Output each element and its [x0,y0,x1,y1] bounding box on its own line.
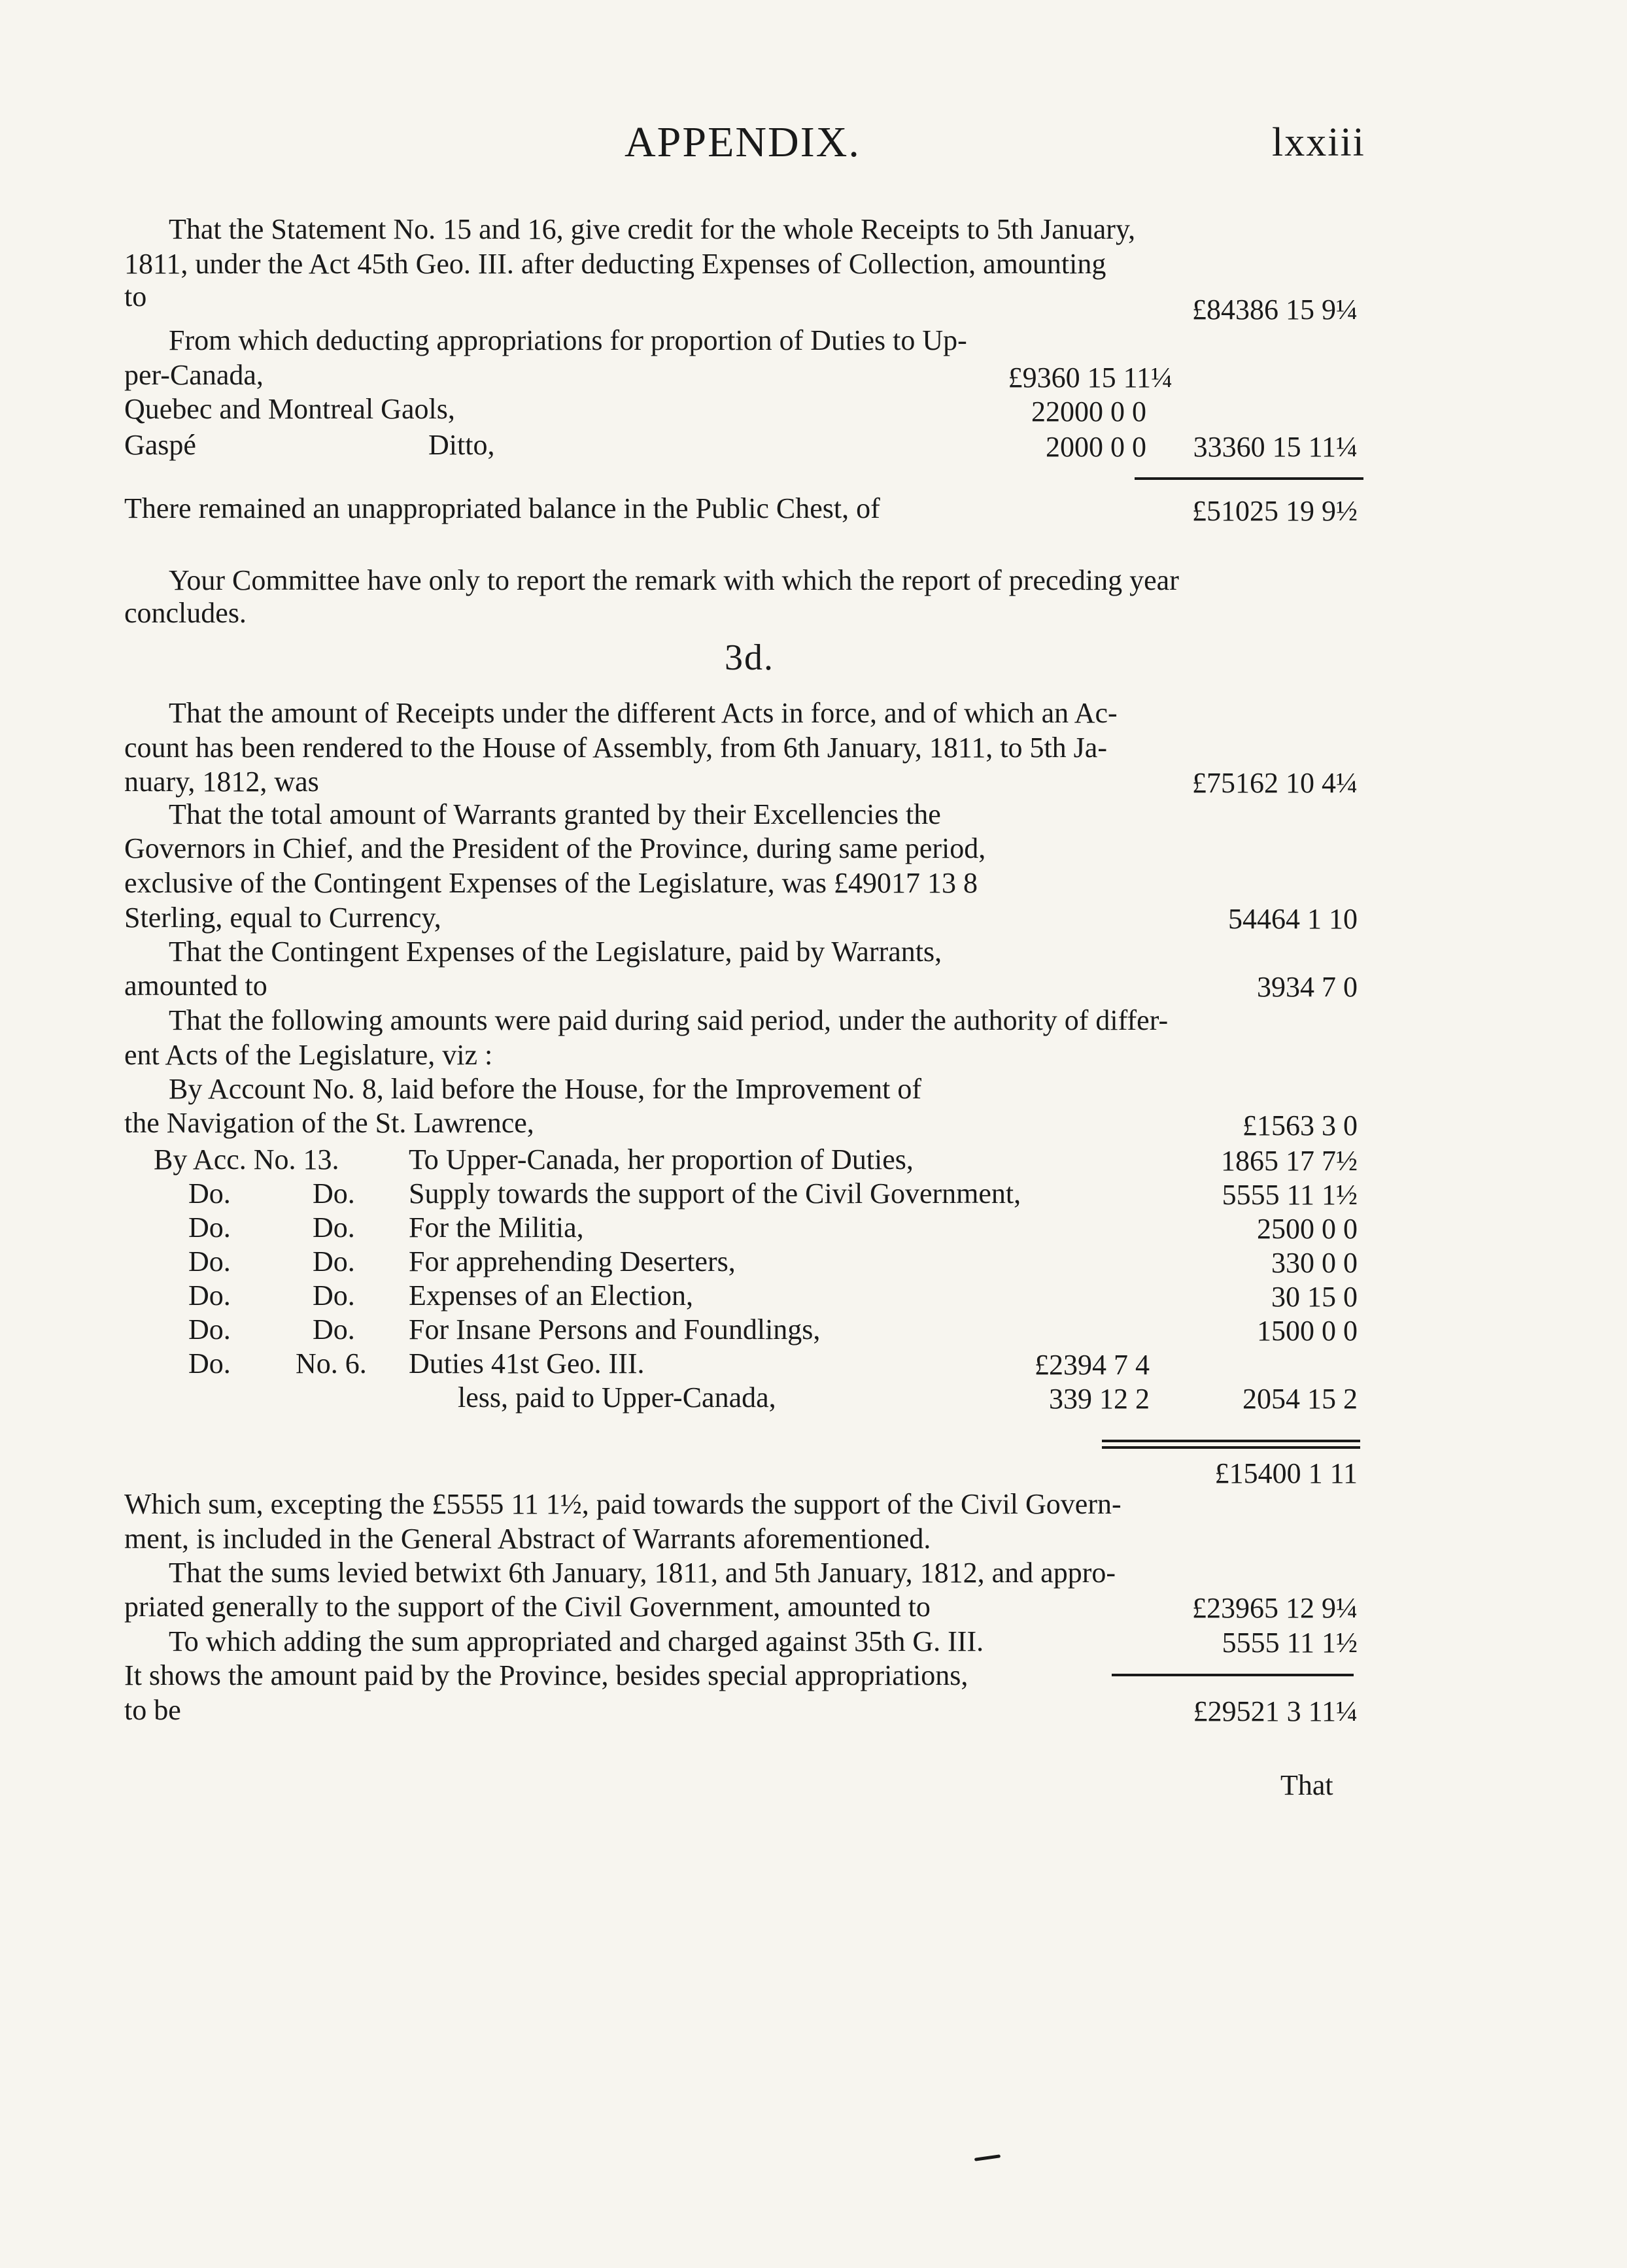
ink-mark [974,2154,1001,2161]
row-subamount: £2394 7 4 [1035,1349,1150,1381]
row-desc: To Upper-Canada, her proportion of Duties, [409,1143,914,1176]
sum-rule [1102,1446,1360,1449]
amount: 54464 1 10 [1228,903,1358,935]
row-desc: Supply towards the support of the Civil Government, [409,1177,1021,1210]
row-amount: 5555 11 1½ [1222,1179,1358,1211]
sum-rule [1102,1440,1360,1442]
account-label: By Acc. No. 13. [154,1143,339,1176]
amount: £51025 19 9½ [1192,495,1358,527]
ditto-mark: Do. [188,1177,231,1210]
page-number: lxxiii [1272,120,1365,165]
text-line: nuary, 1812, was [124,766,319,798]
row-desc: Expenses of an Election, [409,1279,693,1312]
text-line: to be [124,1694,181,1726]
text-line: Ditto, [428,429,495,461]
text-line: ent Acts of the Legislature, viz : [124,1039,493,1071]
text-line: That the Statement No. 15 and 16, give credit for the whole Receipts to 5th January, [169,213,1136,245]
text-line: That the total amount of Warrants granted by their Excellencies the [169,798,941,830]
text-line: the Navigation of the St. Lawrence, [124,1107,534,1139]
text-line: That the Contingent Expenses of the Legislature, paid by Warrants, [169,936,942,968]
sum-rule [1135,477,1363,480]
section-heading: 3d. [725,637,774,678]
ditto-mark: Do. [313,1177,355,1210]
ditto-mark: Do. [313,1211,355,1244]
text-line: 1811, under the Act 45th Geo. III. after deducting Expenses of Collection, amounting [124,248,1106,280]
ditto-mark: Do. [313,1313,355,1346]
row-desc: For Insane Persons and Foundlings, [409,1313,821,1346]
ditto-mark: Do. [188,1347,231,1379]
text-line: Which sum, excepting the £5555 11 1½, paid towards the support of the Civil Govern- [124,1488,1122,1520]
row-amount: 1865 17 7½ [1221,1145,1358,1177]
row-amount: 2054 15 2 [1242,1383,1358,1415]
ditto-mark: Do. [313,1245,355,1278]
amount: 22000 0 0 [1031,396,1146,428]
catchword: That [1280,1769,1333,1801]
account-total: £15400 1 11 [1214,1457,1358,1489]
text-line: Quebec and Montreal Gaols, [124,393,455,425]
text-line: From which deducting appropriations for proportion of Duties to Up- [169,324,967,356]
text-line: count has been rendered to the House of Assembly, from 6th January, 1811, to 5th Ja- [124,732,1107,764]
text-line: concludes. [124,597,247,629]
row-desc: For apprehending Deserters, [409,1245,736,1278]
ditto-mark: Do. [188,1245,231,1278]
text-line: amounted to [124,970,267,1002]
amount: 33360 15 11¼ [1193,431,1358,463]
row-desc: less, paid to Upper-Canada, [458,1381,776,1413]
text-line: ment, is included in the General Abstract of Warrants aforementioned. [124,1523,931,1555]
text-line: per-Canada, [124,359,264,391]
text-line: To which adding the sum appropriated and charged against 35th G. III. [169,1625,984,1657]
ditto-mark: Do. [188,1313,231,1346]
amount: £29521 3 11¼ [1193,1695,1358,1727]
text-line: to [124,280,147,313]
row-desc: For the Militia, [409,1211,584,1244]
text-line: Gaspé [124,429,196,461]
row-amount: 330 0 0 [1271,1247,1358,1279]
amount: £84386 15 9¼ [1192,294,1358,326]
row-amount: 2500 0 0 [1257,1213,1358,1245]
row-subamount: 339 12 2 [1049,1383,1150,1415]
text-line: Your Committee have only to report the remark with which the report of preceding year [169,564,1179,596]
text-line: Sterling, equal to Currency, [124,902,441,934]
text-line: That the sums levied betwixt 6th January, 1811, and 5th January, 1812, and appro- [169,1557,1116,1589]
amount: 5555 11 1½ [1222,1627,1358,1659]
ditto-mark: Do. [188,1211,231,1244]
amount: £23965 12 9¼ [1192,1592,1358,1624]
text-line: That the amount of Receipts under the different Acts in force, and of which an Ac- [169,697,1118,729]
amount: £1563 3 0 [1242,1109,1358,1142]
text-line: That the following amounts were paid during said period, under the authority of differ- [169,1004,1169,1036]
text-line: By Account No. 8, laid before the House, for the Improvement of [169,1073,922,1105]
ditto-mark: No. 6. [296,1347,367,1379]
text-line: exclusive of the Contingent Expenses of the Legislature, was £49017 13 8 [124,867,978,899]
text-line: There remained an unappropriated balance in the Public Chest, of [124,492,880,524]
amount: £75162 10 4¼ [1192,767,1358,799]
text-line: Governors in Chief, and the President of the Province, during same period, [124,832,986,864]
row-desc: Duties 41st Geo. III. [409,1347,645,1379]
row-amount: 30 15 0 [1271,1281,1358,1313]
ditto-mark: Do. [313,1279,355,1312]
amount: 3934 7 0 [1257,971,1358,1003]
amount: £9360 15 11¼ [1008,362,1173,394]
ditto-mark: Do. [188,1279,231,1312]
text-line: It shows the amount paid by the Province, besides special appropriations, [124,1659,968,1691]
sum-rule [1112,1674,1354,1676]
page-title: APPENDIX. [625,118,861,166]
amount: 2000 0 0 [1046,431,1146,463]
row-amount: 1500 0 0 [1257,1315,1358,1347]
text-line: priated generally to the support of the Civil Government, amounted to [124,1591,931,1623]
